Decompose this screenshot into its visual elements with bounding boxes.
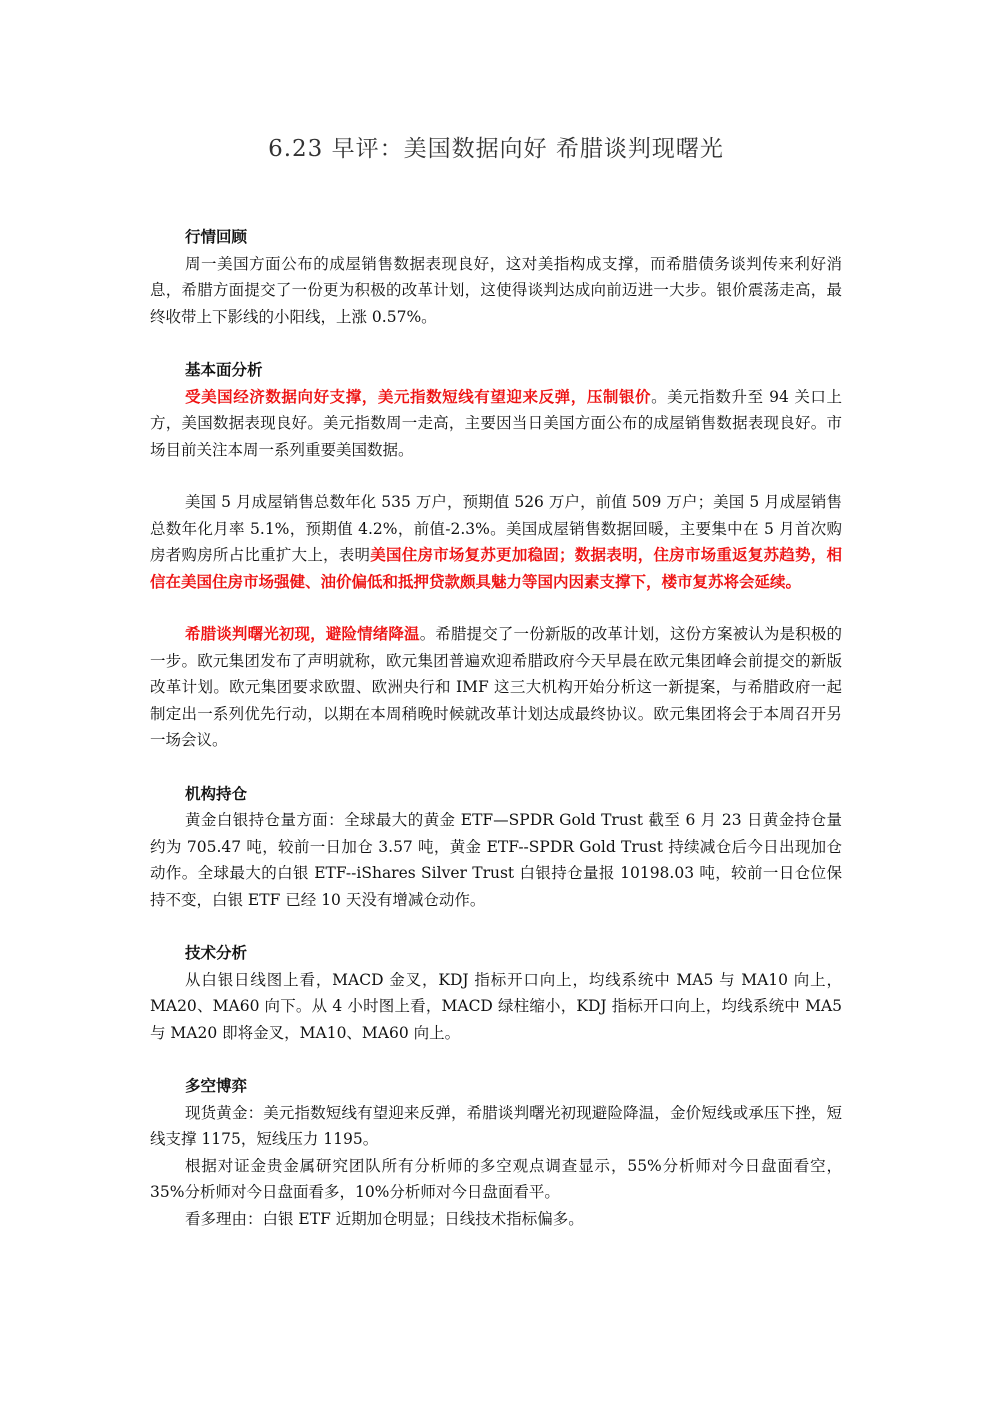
paragraph: [150, 489, 842, 595]
paragraph: 从白银日线图上看，MACD 金叉，KDJ 指标开口向上，均线系统中 MA5 与 MA10 向上，MA20、MA60 向下。从 4 小时图上看，MACD 绿柱缩小，KDJ 指标开口向上，均线系统中 MA5 与 MA20 即将金叉，MA10、MA60 向上。: [150, 970, 842, 1042]
paragraph: 看多理由：白银 ETF 近期加仓明显；日线技术指标偏多。: [185, 1209, 584, 1228]
document-body: [150, 224, 842, 1232]
paragraph: [150, 621, 842, 754]
section-heading-positions: 机构持仓: [185, 784, 248, 803]
paragraph-text: 美国 5 月成屋销售总数年化 535 万户，预期值 526 万户，前值 509 万户；美国 5 月成屋销售总数年化月率 5.1%，预期值 4.2%，前值-2.3%。美国成屋销售数据回暖，主要集中在 5 月首次购房者购房所占比重扩大上，表明: [150, 493, 842, 564]
highlight-text: 美国住房市场复苏更加稳固；数据表明，住房市场重返复苏趋势，相信在美国住房市场强健、油价偏低和抵押贷款颇具魅力等国内因素支撑下，楼市复苏将会延续。: [150, 546, 842, 591]
section-heading-technical: 技术分析: [185, 944, 248, 962]
paragraph-text: 。希腊提交了一份新版的改革计划，这份方案被认为是积极的一步。欧元集团发布了声明就称，欧元集团普遍欢迎希腊政府今天早晨在欧元集团峰会前提交的新版改革计划。欧元集团要求欧盟、欧洲央行和 IMF 这三大机构开始分析这一新提案，与希腊政府一起制定出一系列优先行动，以期在本周稍晚时候就改革计划达成最终协议。欧元集团将会于本周召开另一场会议。: [150, 625, 842, 749]
section-heading-game: 多空博弈: [185, 1077, 248, 1095]
section-heading-fundamental: 基本面分析: [185, 361, 263, 379]
paragraph: 黄金白银持仓量方面：全球最大的黄金 ETF—SPDR Gold Trust 截至 6 月 23 日黄金持仓量约为 705.47 吨，较前一日加仓 3.57 吨，黄金 ETF--SPDR Gold Trust 持续减仓后今日出现加仓动作。全球最大的白银 ETF--iShares Silver Trust 白银持仓量报 10198.03 吨，较前一日仓位保持不变，白银 ETF 已经 10 天没有增减仓动作。: [150, 811, 842, 909]
paragraph-text: 。美元指数升至 94 关口上方，美国数据表现良好。美元指数周一走高，主要因当日美国方面公布的成屋销售数据表现良好。市场目前关注本周一系列重要美国数据。: [150, 387, 842, 459]
section-heading-review: 行情回顾: [185, 228, 248, 246]
paragraph: 现货黄金：美元指数短线有望迎来反弹，希腊谈判曙光初现避险降温，金价短线或承压下挫，短线支撑 1175，短线压力 1195。: [150, 1103, 842, 1148]
document-title: 6.23 早评：美国数据向好 希腊谈判现曙光: [268, 136, 724, 162]
paragraph: [150, 384, 842, 464]
highlight-text: 受美国经济数据向好支撑，美元指数短线有望迎来反弹，压制银价: [185, 387, 652, 406]
paragraph: 周一美国方面公布的成屋销售数据表现良好，这对美指构成支撑，而希腊债务谈判传来利好消息，希腊方面提交了一份更为积极的改革计划，这使得谈判达成向前迈进一大步。银价震荡走高，最终收带上下影线的小阳线，上涨 0.57%。: [150, 254, 842, 326]
highlight-text: 希腊谈判曙光初现，避险情绪降温: [185, 625, 420, 643]
paragraph: 根据对证金贵金属研究团队所有分析师的多空观点调查显示，55%分析师对今日盘面看空，35%分析师对今日盘面看多，10%分析师对今日盘面看平。: [150, 1156, 842, 1201]
